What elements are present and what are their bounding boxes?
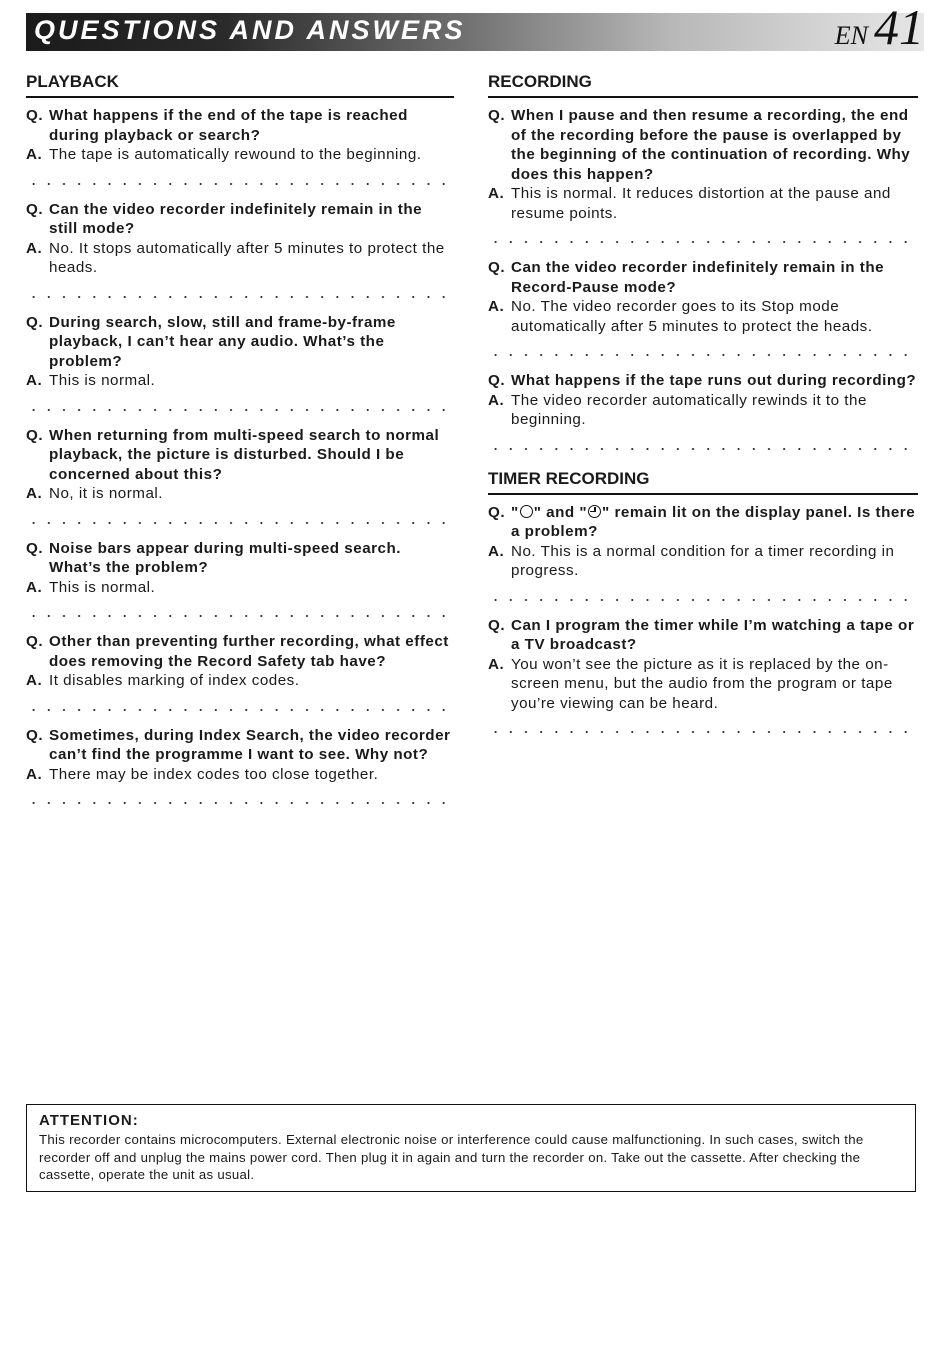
answer: A. No, it is normal. bbox=[26, 485, 163, 502]
question: Q. " " and " " remain lit on the display panel. Is there a problem? bbox=[488, 503, 916, 540]
answer: A. The tape is automatically rewound to the beginning. bbox=[26, 146, 422, 163]
answer: A. This is normal. bbox=[26, 372, 156, 389]
qa-item bbox=[26, 106, 454, 165]
clock-icon bbox=[588, 505, 601, 518]
question: Q. When returning from multi-speed search to normal playback, the picture is disturbed. Should I be concerned about this? bbox=[26, 426, 440, 483]
timer-circle-icon bbox=[520, 505, 533, 518]
question: Q. What happens if the end of the tape is reached during playback or search? bbox=[26, 107, 408, 144]
playback-column bbox=[26, 70, 454, 819]
dotted-separator bbox=[488, 719, 918, 739]
attention-title: ATTENTION: bbox=[39, 1112, 139, 1129]
qa-item bbox=[488, 503, 918, 581]
dotted-separator bbox=[488, 342, 918, 362]
dotted-separator bbox=[26, 284, 454, 304]
attention-body: This recorder contains microcomputers. External electronic noise or interference could cause malfunctioning. In such cases, switch the recorder off and unplug the mains power cord. Then plug it in again and turn the recorder on. Take out the cassette. After checking the cassette, operate the unit as usual. bbox=[39, 1132, 864, 1182]
question: Q. Can the video recorder indefinitely remain in the still mode? bbox=[26, 200, 423, 237]
qa-item bbox=[488, 258, 918, 336]
page-number bbox=[834, 0, 924, 55]
answer: A. There may be index codes too close together. bbox=[26, 765, 379, 783]
page-number-value: 41 bbox=[874, 0, 924, 55]
playback-heading: PLAYBACK bbox=[26, 70, 454, 98]
question: Q. Other than preventing further recording, what effect does removing the Record Safety tab have? bbox=[26, 633, 449, 670]
question: Q. Can I program the timer while I’m watching a tape or a TV broadcast? bbox=[488, 616, 915, 653]
dotted-separator bbox=[26, 790, 454, 810]
qa-item bbox=[26, 539, 454, 598]
answer: A. It disables marking of index codes. bbox=[26, 672, 300, 689]
recording-heading: RECORDING bbox=[488, 70, 918, 98]
answer: A. No. This is a normal condition for a timer recording in progress. bbox=[488, 542, 895, 579]
qa-item bbox=[26, 426, 454, 504]
question: Q. Sometimes, during Index Search, the video recorder can’t find the programme I want to see. Why not? bbox=[26, 726, 451, 763]
qa-item bbox=[488, 106, 918, 223]
dotted-separator bbox=[26, 510, 454, 530]
dotted-separator bbox=[488, 587, 918, 607]
dotted-separator bbox=[26, 397, 454, 417]
qa-item bbox=[26, 313, 454, 391]
answer: A. No. The video recorder goes to its Stop mode automatically after 5 minutes to protect the heads. bbox=[488, 298, 873, 335]
dotted-separator bbox=[26, 603, 454, 623]
answer: A. This is normal. It reduces distortion at the pause and resume points. bbox=[488, 185, 891, 222]
dotted-separator bbox=[26, 171, 454, 191]
attention-box bbox=[26, 1104, 916, 1192]
qa-item bbox=[26, 200, 454, 278]
answer: A. The video recorder automatically rewinds it to the beginning. bbox=[488, 391, 867, 428]
qa-item bbox=[488, 616, 918, 714]
language-label: EN bbox=[834, 21, 868, 50]
qa-item bbox=[488, 371, 918, 430]
dotted-separator bbox=[488, 229, 918, 249]
dotted-separator bbox=[488, 436, 918, 456]
question: Q. When I pause and then resume a recording, the end of the recording before the pause is overlapped by the beginning of the continuation of recording. Why does this happen? bbox=[488, 107, 911, 183]
answer: A. No. It stops automatically after 5 minutes to protect the heads. bbox=[26, 239, 445, 276]
question: Q. What happens if the tape runs out during recording? bbox=[488, 372, 917, 389]
header-banner bbox=[26, 13, 924, 51]
qa-item bbox=[26, 632, 454, 691]
answer: A. You won’t see the picture as it is replaced by the on-screen menu, but the audio from the program or tape you’re viewing can be heard. bbox=[488, 655, 893, 712]
timer-recording-heading: TIMER RECORDING bbox=[488, 467, 918, 495]
qa-item bbox=[26, 726, 454, 785]
question: Q. During search, slow, still and frame-by-frame playback, I can’t hear any audio. What’s the problem? bbox=[26, 313, 396, 370]
recording-column bbox=[488, 70, 918, 748]
question: Q. Noise bars appear during multi-speed search. What’s the problem? bbox=[26, 539, 402, 576]
question: Q. Can the video recorder indefinitely remain in the Record-Pause mode? bbox=[488, 259, 885, 296]
answer: A. This is normal. bbox=[26, 578, 156, 596]
dotted-separator bbox=[26, 697, 454, 717]
page-title: QUESTIONS AND ANSWERS bbox=[34, 15, 466, 45]
